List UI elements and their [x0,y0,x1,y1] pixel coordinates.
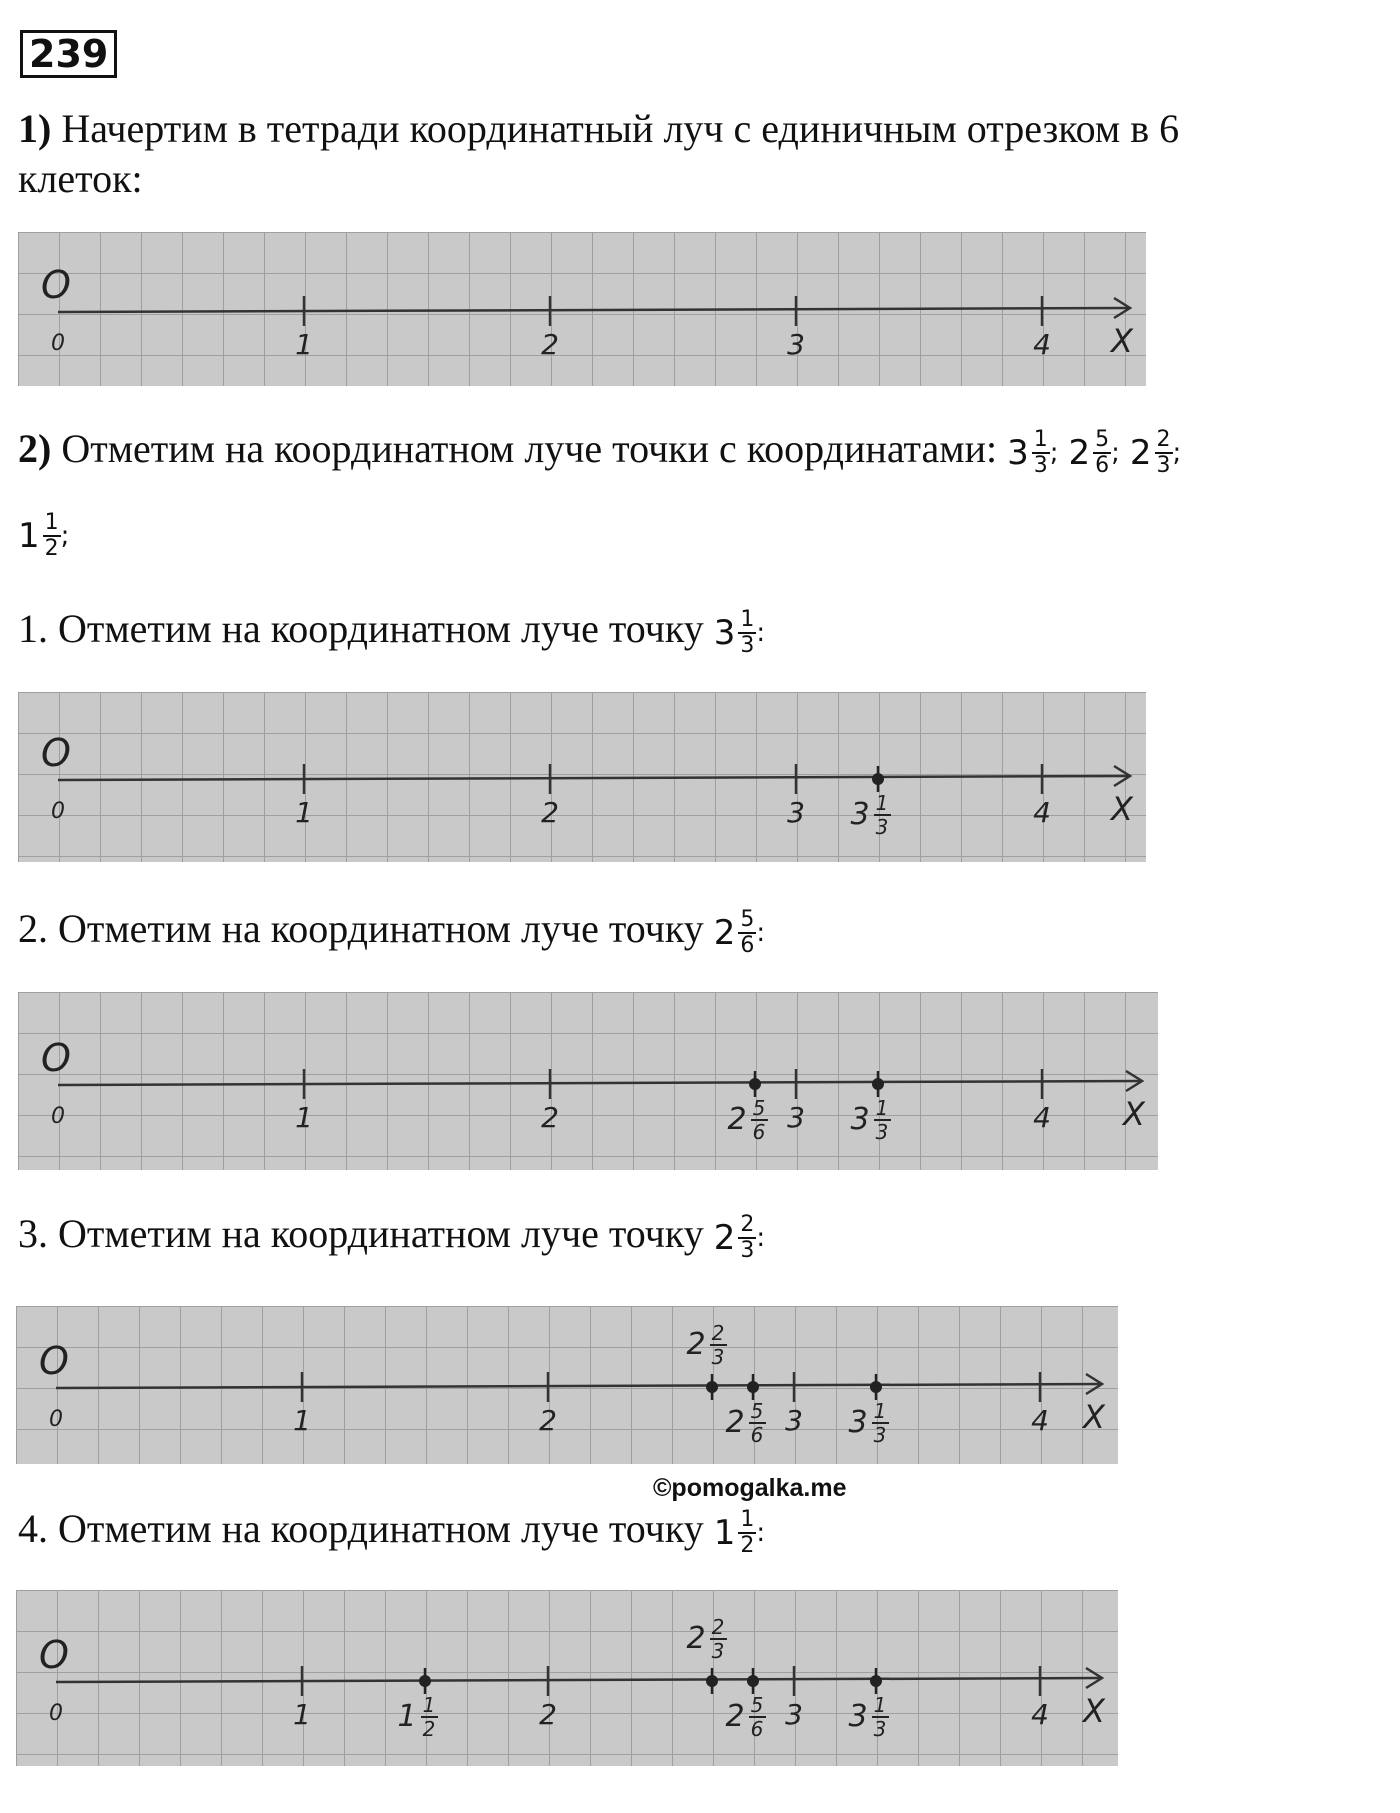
point-1-1-2-label [397,1693,438,1741]
number-line-strip-3 [18,992,1158,1170]
point-2-5-6-label [725,1399,766,1447]
point-2-5-6-label-whole: 2 [725,1699,745,1734]
axis-line [58,1081,1142,1085]
number-line-svg-2 [18,692,1146,862]
tick-label-3: 3 [785,1404,803,1437]
point-3-1-3-label [848,1693,889,1741]
number-line-svg-5 [16,1590,1118,1766]
axis-x-label: X [1111,790,1133,828]
tick-label-1: 1 [295,328,313,361]
point-2-5-6-label-den: 6 [752,1120,766,1144]
point-1-1-2-label-den: 2 [422,1717,436,1741]
point-2-2-3-label-num: 2 [711,1321,725,1345]
point-3-1-3-dot [872,1078,884,1090]
point-3-1-3-label-whole: 3 [848,1405,868,1440]
point-3-1-3-label-num: 1 [873,1399,887,1423]
point-2-5-6-dot [747,1381,759,1393]
point-3-1-3-dot [870,1381,882,1393]
task-number: 239 [20,30,117,78]
point-2-2-3-dot [706,1675,718,1687]
point-2-5-6-label-whole: 2 [727,1102,747,1137]
point-3-1-3-label-num: 1 [875,791,889,815]
step-3: 3. Отметим на координатном луче точку 2 $\frac{2}{3}$ : [18,1211,766,1264]
axis-x-label: X [1083,1692,1105,1730]
part2-coord-3: 2 $\frac{2}{3}$ [1129,427,1171,479]
point-2-5-6-label-whole: 2 [725,1405,745,1440]
point-3-1-3-label [850,1096,891,1144]
origin-letter: O [39,1339,69,1383]
part2-line2: 1 $\frac{1}{2}$ ; [18,510,70,562]
point-2-5-6-label [725,1693,766,1741]
tick-label-3: 3 [787,1101,805,1134]
origin-value: 0 [51,799,65,824]
axis-x-label: X [1111,322,1133,360]
origin-letter: O [41,731,71,775]
point-2-5-6-label [727,1096,768,1144]
point-3-1-3-label [848,1399,889,1447]
point-2-2-3-label-den: 3 [711,1345,725,1369]
tick-label-1: 1 [293,1698,311,1731]
number-line-strip-4 [16,1306,1118,1464]
origin-letter: O [41,1036,71,1080]
origin-letter: O [41,263,71,307]
tick-label-4: 4 [1033,1101,1051,1134]
step-4-label: 4. Отметим на координатном луче точку [18,1506,704,1551]
point-2-5-6-label-num: 5 [750,1693,764,1717]
step-1: 1. Отметим на координатном луче точку 3 $\frac{1}{3}$ : [18,606,766,659]
point-3-1-3-label-den: 3 [875,815,889,839]
step-3-coord: 2 $\frac{2}{3}$ [713,1212,755,1264]
point-3-1-3-label-num: 1 [875,1096,889,1120]
tick-label-2: 2 [539,1404,557,1437]
origin-letter: O [39,1633,69,1677]
tick-label-4: 4 [1031,1698,1049,1731]
number-line-svg-1 [18,232,1146,386]
watermark: ©pomogalka.me [653,1474,847,1502]
tick-label-2: 2 [541,796,559,829]
step-1-coord: 3 $\frac{1}{3}$ [713,607,755,659]
step-4: 4. Отметим на координатном луче точку 1 $\frac{1}{2}$ : [18,1506,766,1559]
axis-x-label: X [1083,1398,1105,1436]
point-2-5-6-dot [749,1078,761,1090]
point-2-2-3-label-num: 2 [711,1615,725,1639]
part1-marker: 1) [18,106,52,151]
point-1-1-2-dot [419,1675,431,1687]
tick-label-4: 4 [1033,328,1051,361]
point-2-5-6-label-num: 5 [750,1399,764,1423]
tick-label-1: 1 [295,1101,313,1134]
point-3-1-3-dot [870,1675,882,1687]
part2-coord-1: 3 $\frac{1}{3}$ [1007,427,1048,479]
axis-line [58,308,1130,312]
tick-label-2: 2 [541,328,559,361]
point-2-5-6-label-num: 5 [752,1096,766,1120]
axis-line [56,1384,1102,1388]
point-2-2-3-label-whole: 2 [686,1327,706,1362]
tick-label-3: 3 [787,328,805,361]
step-1-label: 1. Отметим на координатном луче точку [18,606,704,651]
origin-value: 0 [49,1407,63,1432]
part1-text: Начертим в тетради координатный луч с единичным отрезком в 6 [61,106,1180,151]
step-2-label: 2. Отметим на координатном луче точку [18,906,704,951]
step-4-coord: 1 $\frac{1}{2}$ [713,1507,755,1559]
number-line-strip-5 [16,1590,1118,1766]
tick-label-3: 3 [787,796,805,829]
origin-value: 0 [51,1104,65,1129]
point-2-5-6-label-den: 6 [750,1717,764,1741]
part1-line2: клеток: [18,156,143,201]
part2-text: Отметим на координатном луче точки с координатами: [61,426,998,471]
tick-label-2: 2 [539,1698,557,1731]
tick-label-2: 2 [541,1101,559,1134]
number-line-svg-4 [16,1306,1118,1464]
part1-line1 [18,105,1179,153]
tick-label-3: 3 [785,1698,803,1731]
number-line-strip-1 [18,232,1146,386]
point-3-1-3-label-num: 1 [873,1693,887,1717]
point-3-1-3-label-whole: 3 [850,1102,870,1137]
tick-label-4: 4 [1031,1404,1049,1437]
point-2-5-6-label-den: 6 [750,1423,764,1447]
point-3-1-3-label [850,791,891,839]
number-line-strip-2 [18,692,1146,862]
number-line-svg-3 [18,992,1158,1170]
axis-x-label: X [1123,1095,1145,1133]
step-3-label: 3. Отметим на координатном луче точку [18,1211,704,1256]
point-3-1-3-label-den: 3 [873,1717,887,1741]
step-2-coord: 2 $\frac{5}{6}$ [713,907,755,959]
point-3-1-3-label-den: 3 [875,1120,889,1144]
point-3-1-3-label-whole: 3 [850,797,870,832]
point-3-1-3-label-whole: 3 [848,1699,868,1734]
point-2-5-6-dot [747,1675,759,1687]
point-2-2-3-label-whole: 2 [686,1621,706,1656]
point-3-1-3-label-den: 3 [873,1423,887,1447]
axis-line [58,776,1130,780]
step-2: 2. Отметим на координатном луче точку 2 $\frac{5}{6}$ : [18,906,766,959]
part2-coord-2: 2 $\frac{5}{6}$ [1068,427,1110,479]
point-2-2-3-label-den: 3 [711,1639,725,1663]
point-1-1-2-label-whole: 1 [397,1699,417,1734]
point-3-1-3-dot [872,773,884,785]
tick-label-1: 1 [293,1404,311,1437]
point-2-2-3-dot [706,1381,718,1393]
point-2-2-3-label [686,1615,727,1663]
part2-line1: 2) Отметим на координатном луче точки с координатами: 3 $\frac{1}{3}$ ; 2 $\frac{5}{6}$ ; 2 $\frac{2}{3}$ ; [18,426,1182,479]
part2-marker: 2) [18,426,52,471]
origin-value: 0 [49,1701,63,1726]
tick-label-4: 4 [1033,796,1051,829]
axis-line [56,1678,1102,1682]
origin-value: 0 [51,331,65,356]
tick-label-1: 1 [295,796,313,829]
point-2-2-3-label [686,1321,727,1369]
point-1-1-2-label-num: 1 [422,1693,436,1717]
part2-coord-4: 1 $\frac{1}{2}$ [18,510,59,562]
